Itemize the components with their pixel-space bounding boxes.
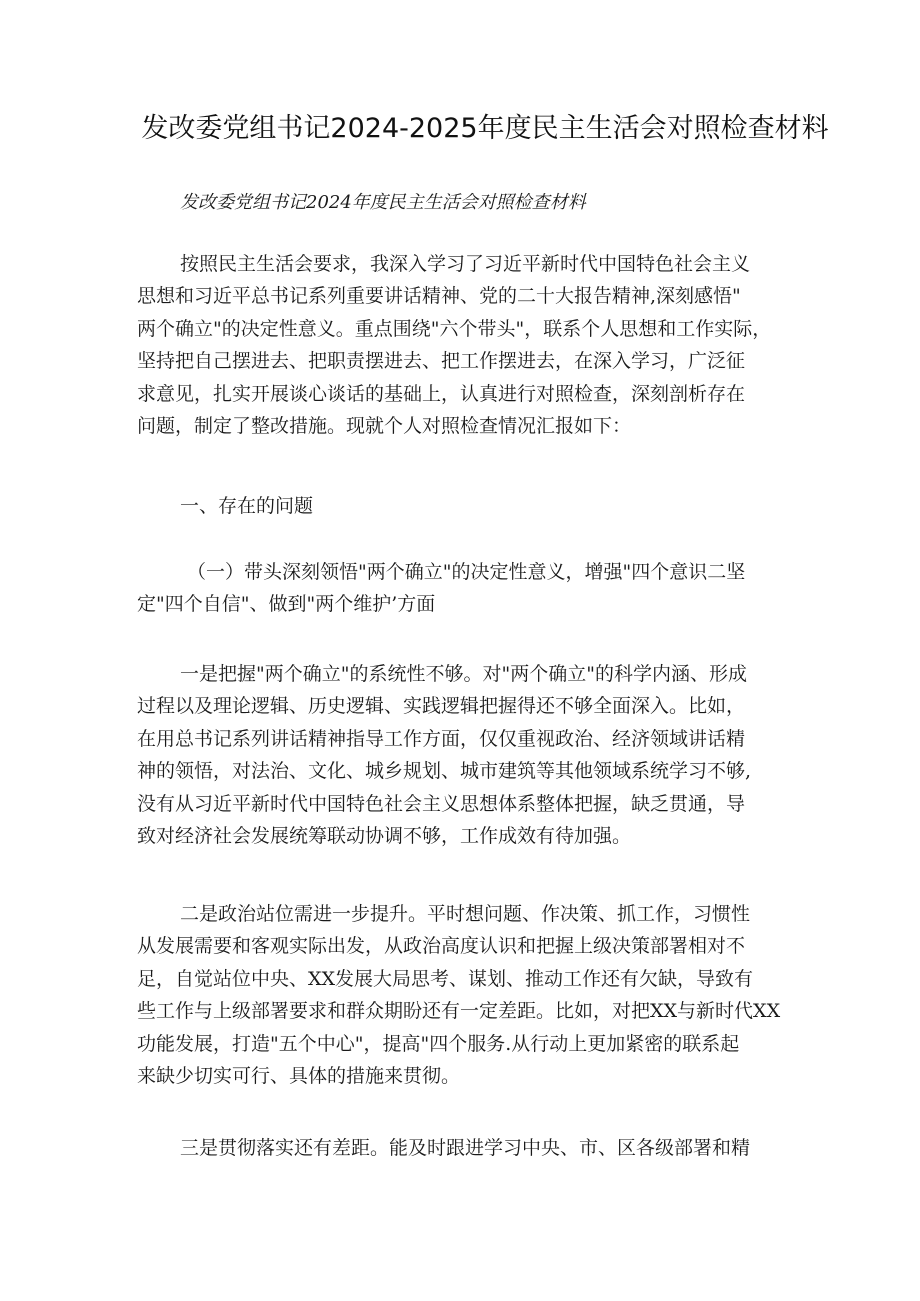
text-line: 在用总书记系列讲话精神指导工作方面，仅仅重视政治、经济领域讲话精 <box>137 727 746 750</box>
document-title: 发改委党组书记2024-2025年度民主生活会对照检查材料 <box>141 113 829 144</box>
text-line: 思想和习近平总书记系列重要讲话精神、党的二十大报告精神,深刻感悟" <box>137 285 741 308</box>
text-line: 些工作与上级部署要求和群众期盼还有一定差距。比如，对把XX与新时代XX <box>137 1000 781 1023</box>
point-2-paragraph <box>137 898 787 1092</box>
text-line: 求意见，扎实开展谈心谈话的基础上，认真进行对照检查，深刻剖析存在 <box>137 382 746 405</box>
text-line: 过程以及理论逻辑、历史逻辑、实践逻辑把握得还不够全面深入。比如， <box>137 695 746 718</box>
text-line: 坚持把自己摆进去、把职责摆进去、把工作摆进去，在深入学习，广泛征 <box>137 350 746 373</box>
text-line: 功能发展，打造"五个中心"，提高"四个服务.从行动上更加紧密的联系起 <box>137 1032 740 1055</box>
text-line: 神的领悟，对法治、文化、城乡规划、城市建筑等其他领域系统学习不够, <box>137 760 752 783</box>
text-line: 足，自觉站位中央、XX发展大局思考、谋划、推动工作还有欠缺，导致有 <box>137 967 754 990</box>
text-line: 问题，制定了整改措施。现就个人对照检查情况汇报如下： <box>137 415 632 438</box>
text-line: 定"四个自信"、做到"两个维护’方面 <box>137 593 436 616</box>
text-line: 致对经济社会发展统筹联动协调不够，工作成效有待加强。 <box>137 825 632 848</box>
document-subtitle: 发改委党组书记2024年度民主生活会对照检查材料 <box>180 192 586 213</box>
text-line: 没有从习近平新时代中国特色社会主义思想体系整体把握，缺乏贯通，导 <box>137 792 746 815</box>
text-line: 从发展需要和客观实际出发，从政治高度认识和把握上级决策部署相对不 <box>137 935 746 958</box>
text-line: 按照民主生活会要求，我深入学习了习近平新时代中国特色社会主义 <box>180 253 751 275</box>
section-heading: 一、存在的问题 <box>180 495 314 517</box>
text-line: （一）带头深刻领悟"两个确立"的决定性意义，增强"四个意识二坚 <box>187 561 746 583</box>
text-line: 二是政治站位需进一步提升。平时想问题、作决策、抓工作，习惯性 <box>180 903 751 925</box>
point-3-paragraph <box>137 1132 787 1164</box>
text-line: 来缺少切实可行、具体的措施来贯彻。 <box>137 1065 461 1088</box>
text-line: 两个确立"的决定性意义。重点围绕"六个带头"，联系个人思想和工作实际， <box>137 317 772 340</box>
subsection-heading <box>137 556 787 621</box>
text-line: 一是把握"两个确立"的系统性不够。对"两个确立"的科学内涵、形成 <box>180 663 747 685</box>
point-1-paragraph <box>137 658 787 852</box>
intro-paragraph <box>137 248 787 442</box>
text-line: 三是贯彻落实还有差距。能及时跟进学习中央、市、区各级部署和精 <box>180 1137 751 1159</box>
